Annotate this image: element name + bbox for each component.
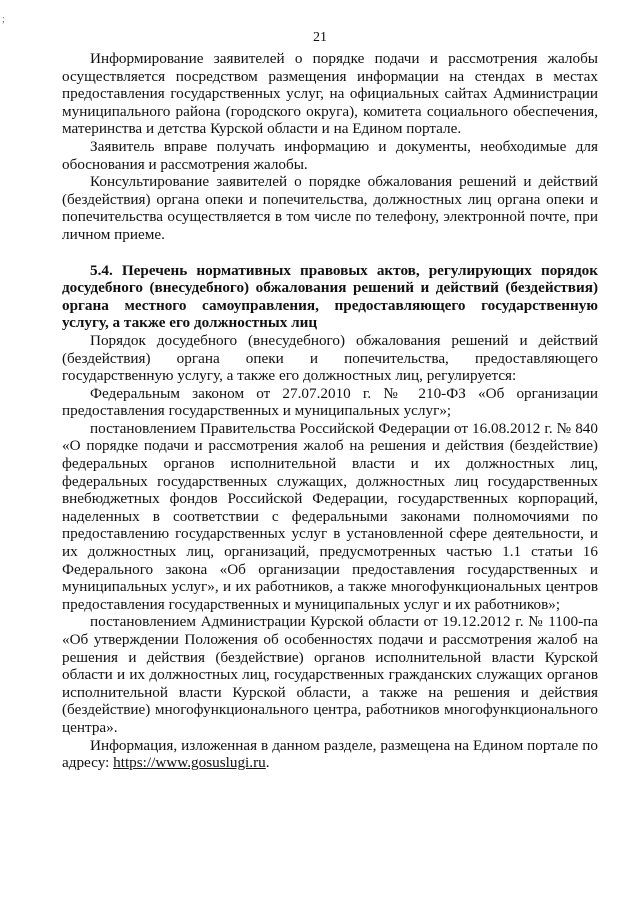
paragraph-informing: Информирование заявителей о порядке подачи и рассмотрения жалобы осуществляется посредством размещения информации на стендах в местах предоставления государственных услуг, на официальных сайтах Администрации муниципального района (городского округа), комитета социального обеспечения, материнства и детства Курской области и на Едином портале. (62, 50, 598, 138)
document-body (62, 50, 598, 772)
gosuslugi-link[interactable]: https://www.gosuslugi.ru (113, 754, 266, 772)
portal-info-text: Информация, изложенная в данном разделе, размещена на Едином портале по адресу: (62, 736, 598, 772)
portal-info-end: . (265, 754, 270, 772)
section-heading: 5.4. Перечень нормативных правовых актов, регулирующих порядок досудебного (внесудебного) обжалования решений и действий (бездействия) органа местного самоуправления, предоставляющего государственную услугу, а также его должностных лиц (62, 261, 598, 332)
paragraph-applicant-rights: Заявитель вправе получать информацию и документы, необходимые для обоснования и рассмотрения жалобы. (62, 137, 598, 173)
paragraph-regional-decree: постановлением Администрации Курской области от 19.12.2012 г. № 1100-па «Об утверждении Положения об особенностях подачи и рассмотрения жалоб на решения и действия (бездействие) органов исполнительной власти Курской области и их должностных лиц, государственных гражданских служащих органов исполнительной власти Курской области, а также на решения и действия (бездействие) многофункционального центра, работников многофункционального центра». (62, 613, 598, 736)
paragraph-procedure: Порядок досудебного (внесудебного) обжалования решений и действий (бездействия) органа опеки и попечительства, предоставляющего государственную услугу, а также его должностных лиц, регулируется: (62, 331, 598, 385)
scan-mark: ; (2, 14, 5, 25)
paragraph-government-decree: постановлением Правительства Российской Федерации от 16.08.2012 г. № 840 «О порядке подачи и рассмотрения жалоб на решения и действия (бездействие) федеральных органов исполнительной власти и их должностных лиц, федеральных государственных служащих, должностных лиц государственных внебюджетных фондов Российской Федерации, государственных корпораций, наделенных в соответствии с федеральными законами полномочиями по предоставлению государственных услуг в установленной сфере деятельности, и их должностных лиц, организаций, предусмотренных частью 1.1 статьи 16 Федерального закона «Об организации предоставления государственных и муниципальных услуг», и их работников, а также многофункциональных центров предоставления государственных и муниципальных услуг и их работников»; (62, 419, 598, 613)
paragraph-portal-info (62, 737, 598, 772)
section-gap (62, 244, 598, 262)
paragraph-federal-law: Федеральным законом от 27.07.2010 г. № 210-ФЗ «Об организации предоставления государственных и муниципальных услуг»; (62, 384, 598, 420)
page-number: 21 (313, 30, 327, 45)
paragraph-consulting: Консультирование заявителей о порядке обжалования решений и действий (бездействия) органа опеки и попечительства, должностных лиц органа опеки и попечительства осуществляется в том числе по телефону, электронной почте, при личном приеме. (62, 173, 598, 243)
